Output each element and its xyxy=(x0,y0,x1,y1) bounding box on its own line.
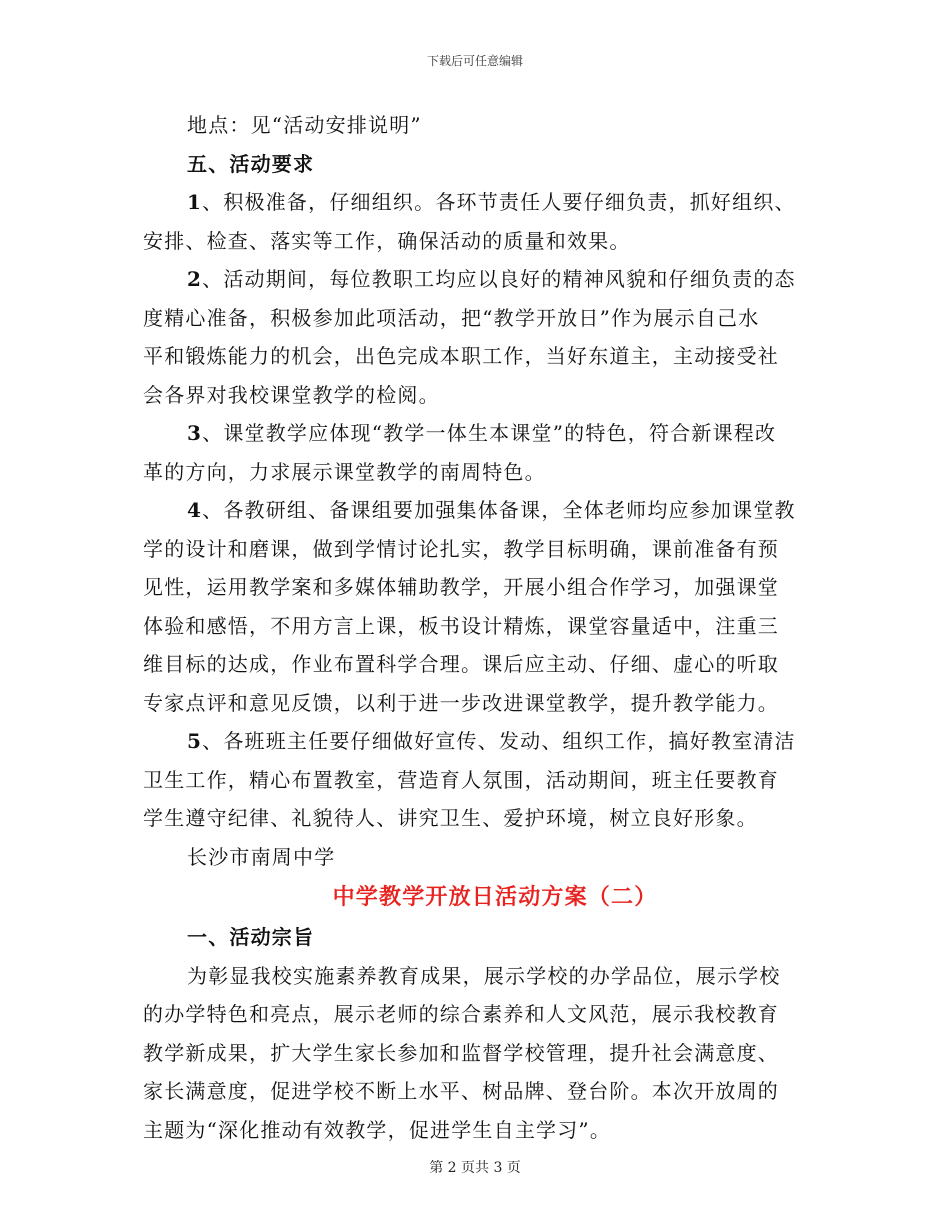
paragraph-line xyxy=(143,414,807,453)
item-number: 2 xyxy=(187,267,203,291)
paragraph-line: 的办学特色和亮点，展示老师的综合素养和人文风范，展示我校教育 xyxy=(143,1002,779,1026)
line-text: 、积极准备，仔细组织。各环节责任人要仔细负责，抓好组织、 xyxy=(202,190,796,214)
paragraph-line: 维目标的达成，作业布置科学合理。课后应主动、仔细、虚心的听取 xyxy=(143,652,779,676)
line-text: 、各班班主任要仔细做好宣传、发动、组织工作，搞好教室清洁 xyxy=(202,729,796,753)
line-text: 、活动期间，每位教职工均应以良好的精神风貌和仔细负责的态 xyxy=(202,267,796,291)
item-number: 1 xyxy=(187,190,203,214)
page-header: 下载后可任意编辑 xyxy=(426,54,523,68)
line-text: 、各教研组、备课组要加强集体备课，全体老师均应参加课堂教 xyxy=(202,498,796,522)
page-footer: 第 2 页共 3 页 xyxy=(429,1160,521,1176)
requirement-item-2 xyxy=(143,260,807,414)
paragraph-line: 革的方向，力求展示课堂教学的南周特色。 xyxy=(143,459,546,484)
paragraph-line: 学生遵守纪律、礼貌待人、讲究卫生、爱护环境，树立良好形象。 xyxy=(143,806,758,830)
item-number: 4 xyxy=(187,498,203,522)
requirement-item-1 xyxy=(143,183,807,260)
paragraph-line: 主题为“深化推动有效教学，促进学生自主学习”。 xyxy=(143,1117,612,1142)
location-line: 地点：见“活动安排说明” xyxy=(187,113,422,137)
paragraph-line: 度精心准备，积极参加此项活动，把“教学开放日”作为展示自己水 xyxy=(143,305,760,330)
paragraph-line: 学的设计和磨课，做到学情讨论扎实，教学目标明确，课前准备有预 xyxy=(143,536,779,561)
paragraph-line xyxy=(143,183,807,222)
requirement-item-5 xyxy=(143,722,807,838)
section-heading-purpose: 一、活动宗旨 xyxy=(187,925,315,949)
paragraph-line: 教学新成果，扩大学生家长参加和监督学校管理，提升社会满意度、 xyxy=(143,1040,779,1065)
document-body xyxy=(143,106,807,1149)
signature: 长沙市南周中学 xyxy=(187,844,336,869)
paragraph-line: 见性，运用教学案和多媒体辅助教学，开展小组合作学习，加强课堂 xyxy=(143,575,779,599)
requirement-item-3 xyxy=(143,414,807,491)
document-title: 中学教学开放日活动方案（二） xyxy=(332,884,658,910)
purpose-paragraph xyxy=(143,957,807,1150)
paragraph-line: 卫生工作，精心布置教室，营造育人氛围，活动期间，班主任要教育 xyxy=(143,767,779,792)
requirement-item-4 xyxy=(143,491,807,722)
item-number: 5 xyxy=(187,729,203,753)
paragraph-line xyxy=(143,722,807,761)
paragraph-line: 为彰显我校实施素养教育成果，展示学校的办学品位，展示学校 xyxy=(187,963,781,988)
paragraph-line xyxy=(143,491,807,530)
paragraph-line xyxy=(143,260,807,299)
paragraph-line: 家长满意度，促进学校不断上水平、树品牌、登台阶。本次开放周的 xyxy=(143,1079,779,1103)
paragraph-line: 体验和感悟，不用方言上课，板书设计精炼，课堂容量适中，注重三 xyxy=(143,613,779,638)
paragraph-line: 专家点评和意见反馈，以利于进一步改进课堂教学，提升教学能力。 xyxy=(143,690,779,715)
section-heading-requirements: 五、活动要求 xyxy=(187,151,315,176)
paragraph-line: 平和锻炼能力的机会，出色完成本职工作，当好东道主，主动接受社 xyxy=(143,344,779,368)
paragraph-line: 会各界对我校课堂教学的检阅。 xyxy=(143,382,440,407)
item-number: 3 xyxy=(187,421,203,445)
line-text: 、课堂教学应体现“教学一体生本课堂”的特色，符合新课程改 xyxy=(202,421,777,445)
paragraph-line: 安排、检查、落实等工作，确保活动的质量和效果。 xyxy=(143,228,631,253)
